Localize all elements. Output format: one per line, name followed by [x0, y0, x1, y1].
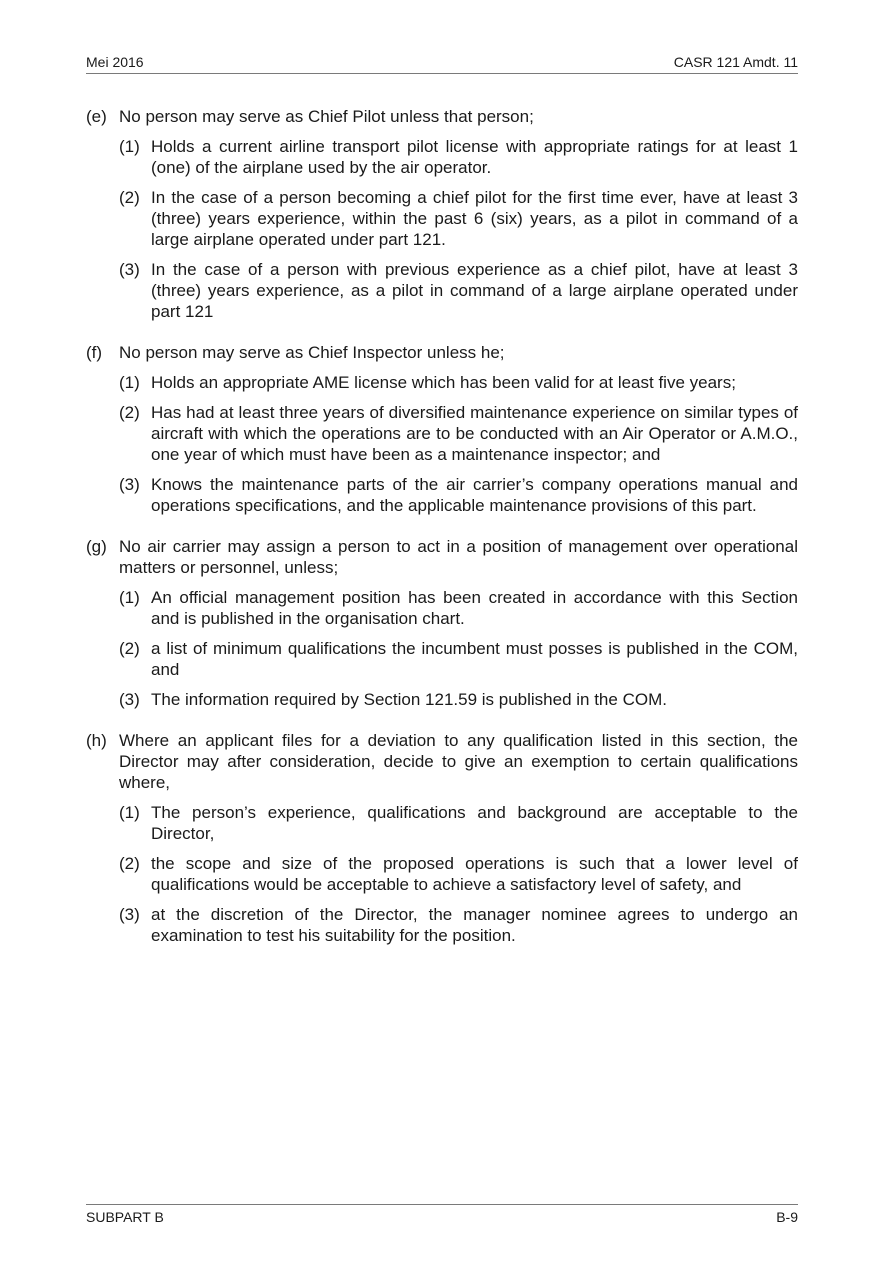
- section-label: (e): [86, 107, 107, 126]
- list-item: [86, 136, 798, 178]
- section-f: [86, 342, 798, 516]
- item-label: (1): [119, 803, 140, 822]
- item-label: (2): [119, 639, 140, 658]
- list-item: [86, 689, 798, 710]
- list-item: [86, 904, 798, 946]
- section-text: No air carrier may assign a person to act in a position of management over operational matters or personnel, unless;: [119, 537, 798, 577]
- item-text: the scope and size of the proposed operations is such that a lower level of qualifications would be acceptable to achieve a satisfactory level of safety, and: [151, 854, 798, 894]
- page-number: B-9: [776, 1209, 798, 1225]
- section-label: (g): [86, 537, 107, 556]
- section-label: (h): [86, 731, 107, 750]
- item-label: (3): [119, 260, 140, 279]
- list-item: [86, 638, 798, 680]
- item-text: The person’s experience, qualifications and background are acceptable to the Director,: [151, 803, 798, 843]
- item-text: The information required by Section 121.59 is published in the COM.: [151, 690, 667, 709]
- list-item: [86, 372, 798, 393]
- list-item: [86, 402, 798, 465]
- list-item: [86, 187, 798, 250]
- section-paragraph: [86, 342, 798, 363]
- page-header: [86, 53, 798, 74]
- item-text: Has had at least three years of diversified maintenance experience on similar types of aircraft with which the operations are to be conducted with an Air Operator or A.M.O., one year of which must have been as a maintenance inspector; and: [151, 403, 798, 464]
- section-e: [86, 106, 798, 322]
- item-text: In the case of a person becoming a chief pilot for the first time ever, have at least 3 (three) years experience, within the past 6 (six) years, as a pilot in command of a large airplane operated under part 121.: [151, 188, 798, 249]
- list-item: [86, 259, 798, 322]
- section-text: Where an applicant files for a deviation to any qualification listed in this section, the Director may after consideration, decide to give an exemption to certain qualifications where,: [119, 731, 798, 792]
- item-text: An official management position has been created in accordance with this Section and is published in the organisation chart.: [151, 588, 798, 628]
- header-document-id: CASR 121 Amdt. 11: [673, 54, 798, 70]
- item-text: In the case of a person with previous experience as a chief pilot, have at least 3 (three) years experience, as a pilot in command of a large airplane operated under part 121: [151, 260, 798, 321]
- item-label: (1): [119, 588, 140, 607]
- item-label: (2): [119, 403, 140, 422]
- item-label: (1): [119, 373, 140, 392]
- item-label: (2): [119, 188, 140, 207]
- section-text: No person may serve as Chief Inspector unless he;: [119, 343, 505, 362]
- item-label: (3): [119, 690, 140, 709]
- list-item: [86, 587, 798, 629]
- section-paragraph: [86, 106, 798, 127]
- list-item: [86, 474, 798, 516]
- footer-subpart: SUBPART B: [86, 1209, 164, 1225]
- section-paragraph: [86, 730, 798, 793]
- list-item: [86, 802, 798, 844]
- section-h: [86, 730, 798, 946]
- section-text: No person may serve as Chief Pilot unless that person;: [119, 107, 534, 126]
- document-body: [86, 106, 798, 966]
- header-date: Mei 2016: [86, 54, 144, 70]
- section-paragraph: [86, 536, 798, 578]
- item-label: (3): [119, 475, 140, 494]
- item-label: (2): [119, 854, 140, 873]
- item-text: at the discretion of the Director, the manager nominee agrees to undergo an examination to test his suitability for the position.: [151, 905, 798, 945]
- item-text: Knows the maintenance parts of the air carrier’s company operations manual and operations specifications, and the applicable maintenance provisions of this part.: [151, 475, 798, 515]
- item-label: (1): [119, 137, 140, 156]
- item-text: Holds an appropriate AME license which has been valid for at least five years;: [151, 373, 736, 392]
- item-text: Holds a current airline transport pilot license with appropriate ratings for at least 1 (one) of the airplane used by the air operator.: [151, 137, 798, 177]
- list-item: [86, 853, 798, 895]
- item-label: (3): [119, 905, 140, 924]
- section-g: [86, 536, 798, 710]
- section-label: (f): [86, 343, 103, 362]
- page-footer: [86, 1204, 798, 1229]
- item-text: a list of minimum qualifications the incumbent must posses is published in the COM, and: [151, 639, 798, 679]
